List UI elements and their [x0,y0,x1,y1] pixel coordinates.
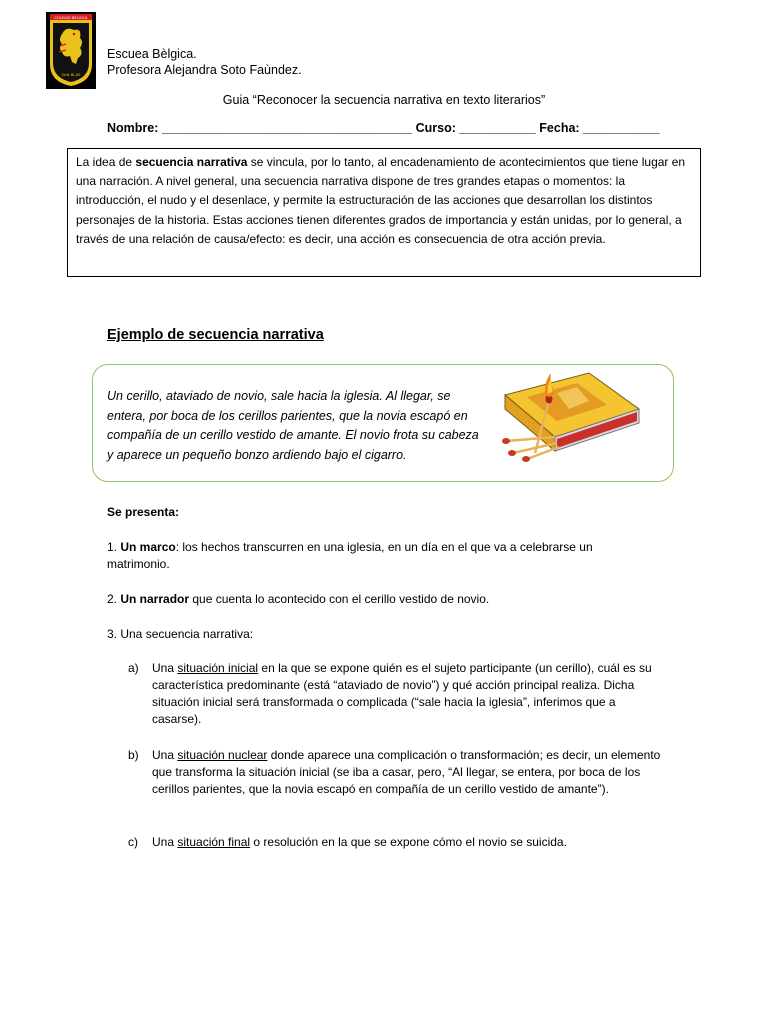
svg-text:SAN BLAS: SAN BLAS [61,72,81,77]
school-crest-logo [46,12,96,89]
example-box [92,364,674,482]
list-item-a: Una situación inicial en la que se expone quién es el sujeto participante (un cerillo), cuál es su característica predominante (está “ataviado de novio”) y qué acción principal realiza. Dicha situación inicial será transformada o complicada (“sale hacia la iglesia”, inferimos que a casarse). [152,661,652,726]
list-item-c: Una situación final o resolución en la que se expone cómo el novio se suicida. [152,835,567,849]
page-title: Guia “Reconocer la secuencia narrativa en texto literarios” [222,93,546,107]
example-heading: Ejemplo de secuencia narrativa [107,327,324,343]
list-item-b: Una situación nuclear donde aparece una complicación o transformación; es decir, un elemento que transforma la situación inicial (se iba a casar, pero, “Al llegar, se entera, por boca de los cerillos parientes, que la novia escapó en compañía de un cerillo vestido de amante”). [152,748,661,796]
example-text: Un cerillo, ataviado de novio, sale hacia la iglesia. Al llegar, se entera, por boca de los cerillos parientes, que la novia escapó en compañía de un cerillo vestido de amante. El novio frota su cabeza y aparece un pequeño bonzo ardiendo bajo el cigarro. [107,389,479,462]
matchbox-illustration [497,367,647,467]
list-letter-b: b) [128,748,139,762]
student-info-line: Nombre: ____________________________________ Curso: ___________ Fecha: ___________ [107,121,660,135]
item-2: 2. Un narrador que cuenta lo acontecido con el cerillo vestido de novio. [107,592,490,606]
list-letter-a: a) [128,661,139,675]
teacher-name: Profesora Alejandra Soto Faùndez. [107,63,302,77]
school-name: Escuea Bèlgica. [107,47,197,61]
svg-text:COLEGIO BELGICA: COLEGIO BELGICA [54,16,88,20]
intro-text-start: La idea de [76,155,136,169]
se-presenta-label: Se presenta: [107,505,180,519]
intro-box [67,148,701,277]
school-info [107,46,302,78]
list-letter-c: c) [128,835,138,849]
intro-text-rest: se vincula, por lo tanto, al encadenamiento de acontecimientos que tiene lugar en una narración. A nivel general, una secuencia narrativa dispone de tres grandes etapas o momentos: la introducción, el nudo y el desenlace, y permite la estructuración de las acciones que desarrollan los distintos personajes de la historia. Estas acciones tienen diferentes grados de importancia y están unidas, por lo general, a través de una relación de causa/efecto: es decir, una acción es consecuencia de otra acción previa. [76,155,686,246]
item-1: 1. Un marco: los hechos transcurren en una iglesia, en un día en el que va a celebrarse un matrimonio. [107,540,593,571]
item-3: 3. Una secuencia narrativa: [107,627,254,641]
intro-keyword: secuencia narrativa [135,155,248,169]
